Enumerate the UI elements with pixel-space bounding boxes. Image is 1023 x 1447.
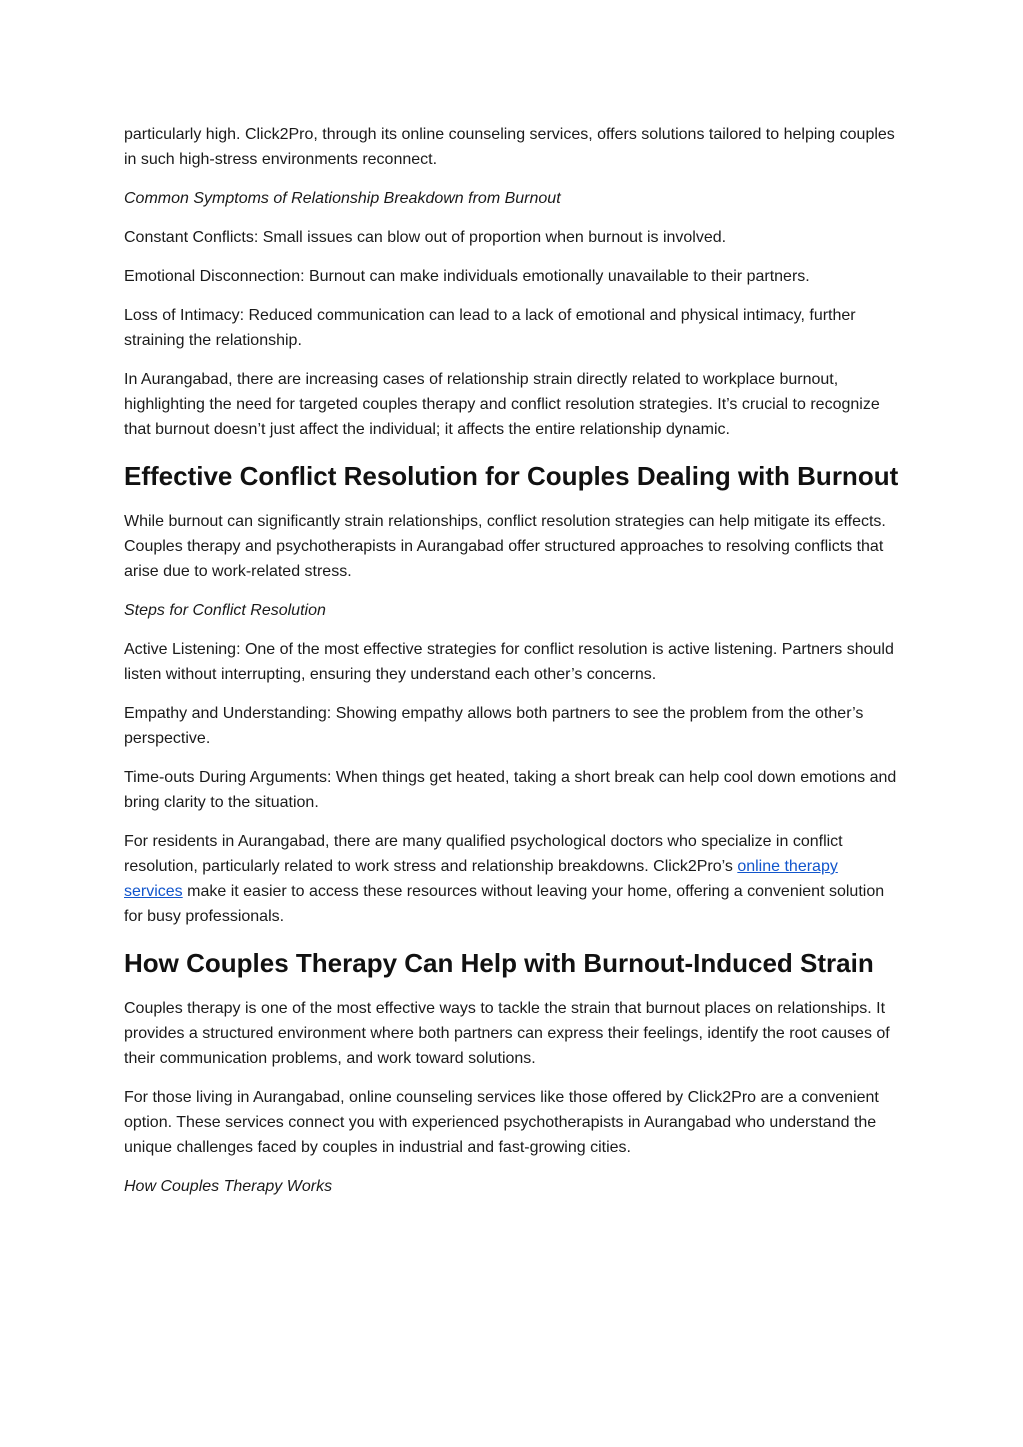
step-time-outs: Time-outs During Arguments: When things get heated, taking a short break can help cool down emotions and bring clarity to the situation. — [124, 769, 897, 811]
residents-paragraph — [124, 829, 900, 929]
how-therapy-works-subheading: How Couples Therapy Works — [124, 1178, 333, 1195]
online-counseling-paragraph: For those living in Aurangabad, online counseling services like those offered by Click2Pro are a convenient option. These services connect you with experienced psychotherapists in Aurangabad who understand the unique challenges faced by couples in industrial and fast-growing cities. — [124, 1089, 879, 1156]
conflict-resolution-intro: While burnout can significantly strain relationships, conflict resolution strategies can help mitigate its effects. Couples therapy and psychotherapists in Aurangabad offer structured approaches to resolving conflicts that arise due to work-related stress. — [124, 513, 886, 580]
step-empathy: Empathy and Understanding: Showing empathy allows both partners to see the problem from the other’s perspective. — [124, 705, 864, 747]
step-active-listening: Active Listening: One of the most effective strategies for conflict resolution is active listening. Partners should listen without interrupting, ensuring they understand each other’s concerns. — [124, 641, 894, 683]
intro-paragraph: particularly high. Click2Pro, through its online counseling services, offers solutions tailored to helping couples in such high-stress environments reconnect. — [124, 126, 895, 168]
symptom-loss-of-intimacy: Loss of Intimacy: Reduced communication can lead to a lack of emotional and physical intimacy, further straining the relationship. — [124, 307, 856, 349]
aurangabad-paragraph: In Aurangabad, there are increasing cases of relationship strain directly related to workplace burnout, highlighting the need for targeted couples therapy and conflict resolution strategies. It’s crucial to recognize that burnout doesn’t just affect the individual; it affects the entire relationship dynamic. — [124, 371, 880, 438]
conflict-resolution-heading: Effective Conflict Resolution for Couples Dealing with Burnout — [124, 461, 899, 491]
online-therapy-services-link[interactable]: online therapy services — [124, 858, 838, 900]
steps-subheading: Steps for Conflict Resolution — [124, 602, 326, 619]
document-page — [124, 122, 900, 1213]
couples-therapy-heading: How Couples Therapy Can Help with Burnout-Induced Strain — [124, 948, 874, 978]
symptom-constant-conflicts: Constant Conflicts: Small issues can blow out of proportion when burnout is involved. — [124, 229, 727, 246]
residents-text-before: For residents in Aurangabad, there are many qualified psychological doctors who specialize in conflict resolution, particularly related to work stress and relationship breakdowns. Click2Pro’s — [124, 833, 843, 875]
symptom-emotional-disconnection: Emotional Disconnection: Burnout can make individuals emotionally unavailable to their partners. — [124, 268, 810, 285]
residents-text-after: make it easier to access these resources without leaving your home, offering a convenient solution for busy professionals. — [124, 883, 885, 925]
symptoms-subheading: Common Symptoms of Relationship Breakdown from Burnout — [124, 190, 561, 207]
couples-therapy-paragraph: Couples therapy is one of the most effective ways to tackle the strain that burnout places on relationships. It provides a structured environment where both partners can express their feelings, identify the root causes of their communication problems, and work toward solutions. — [124, 1000, 890, 1067]
